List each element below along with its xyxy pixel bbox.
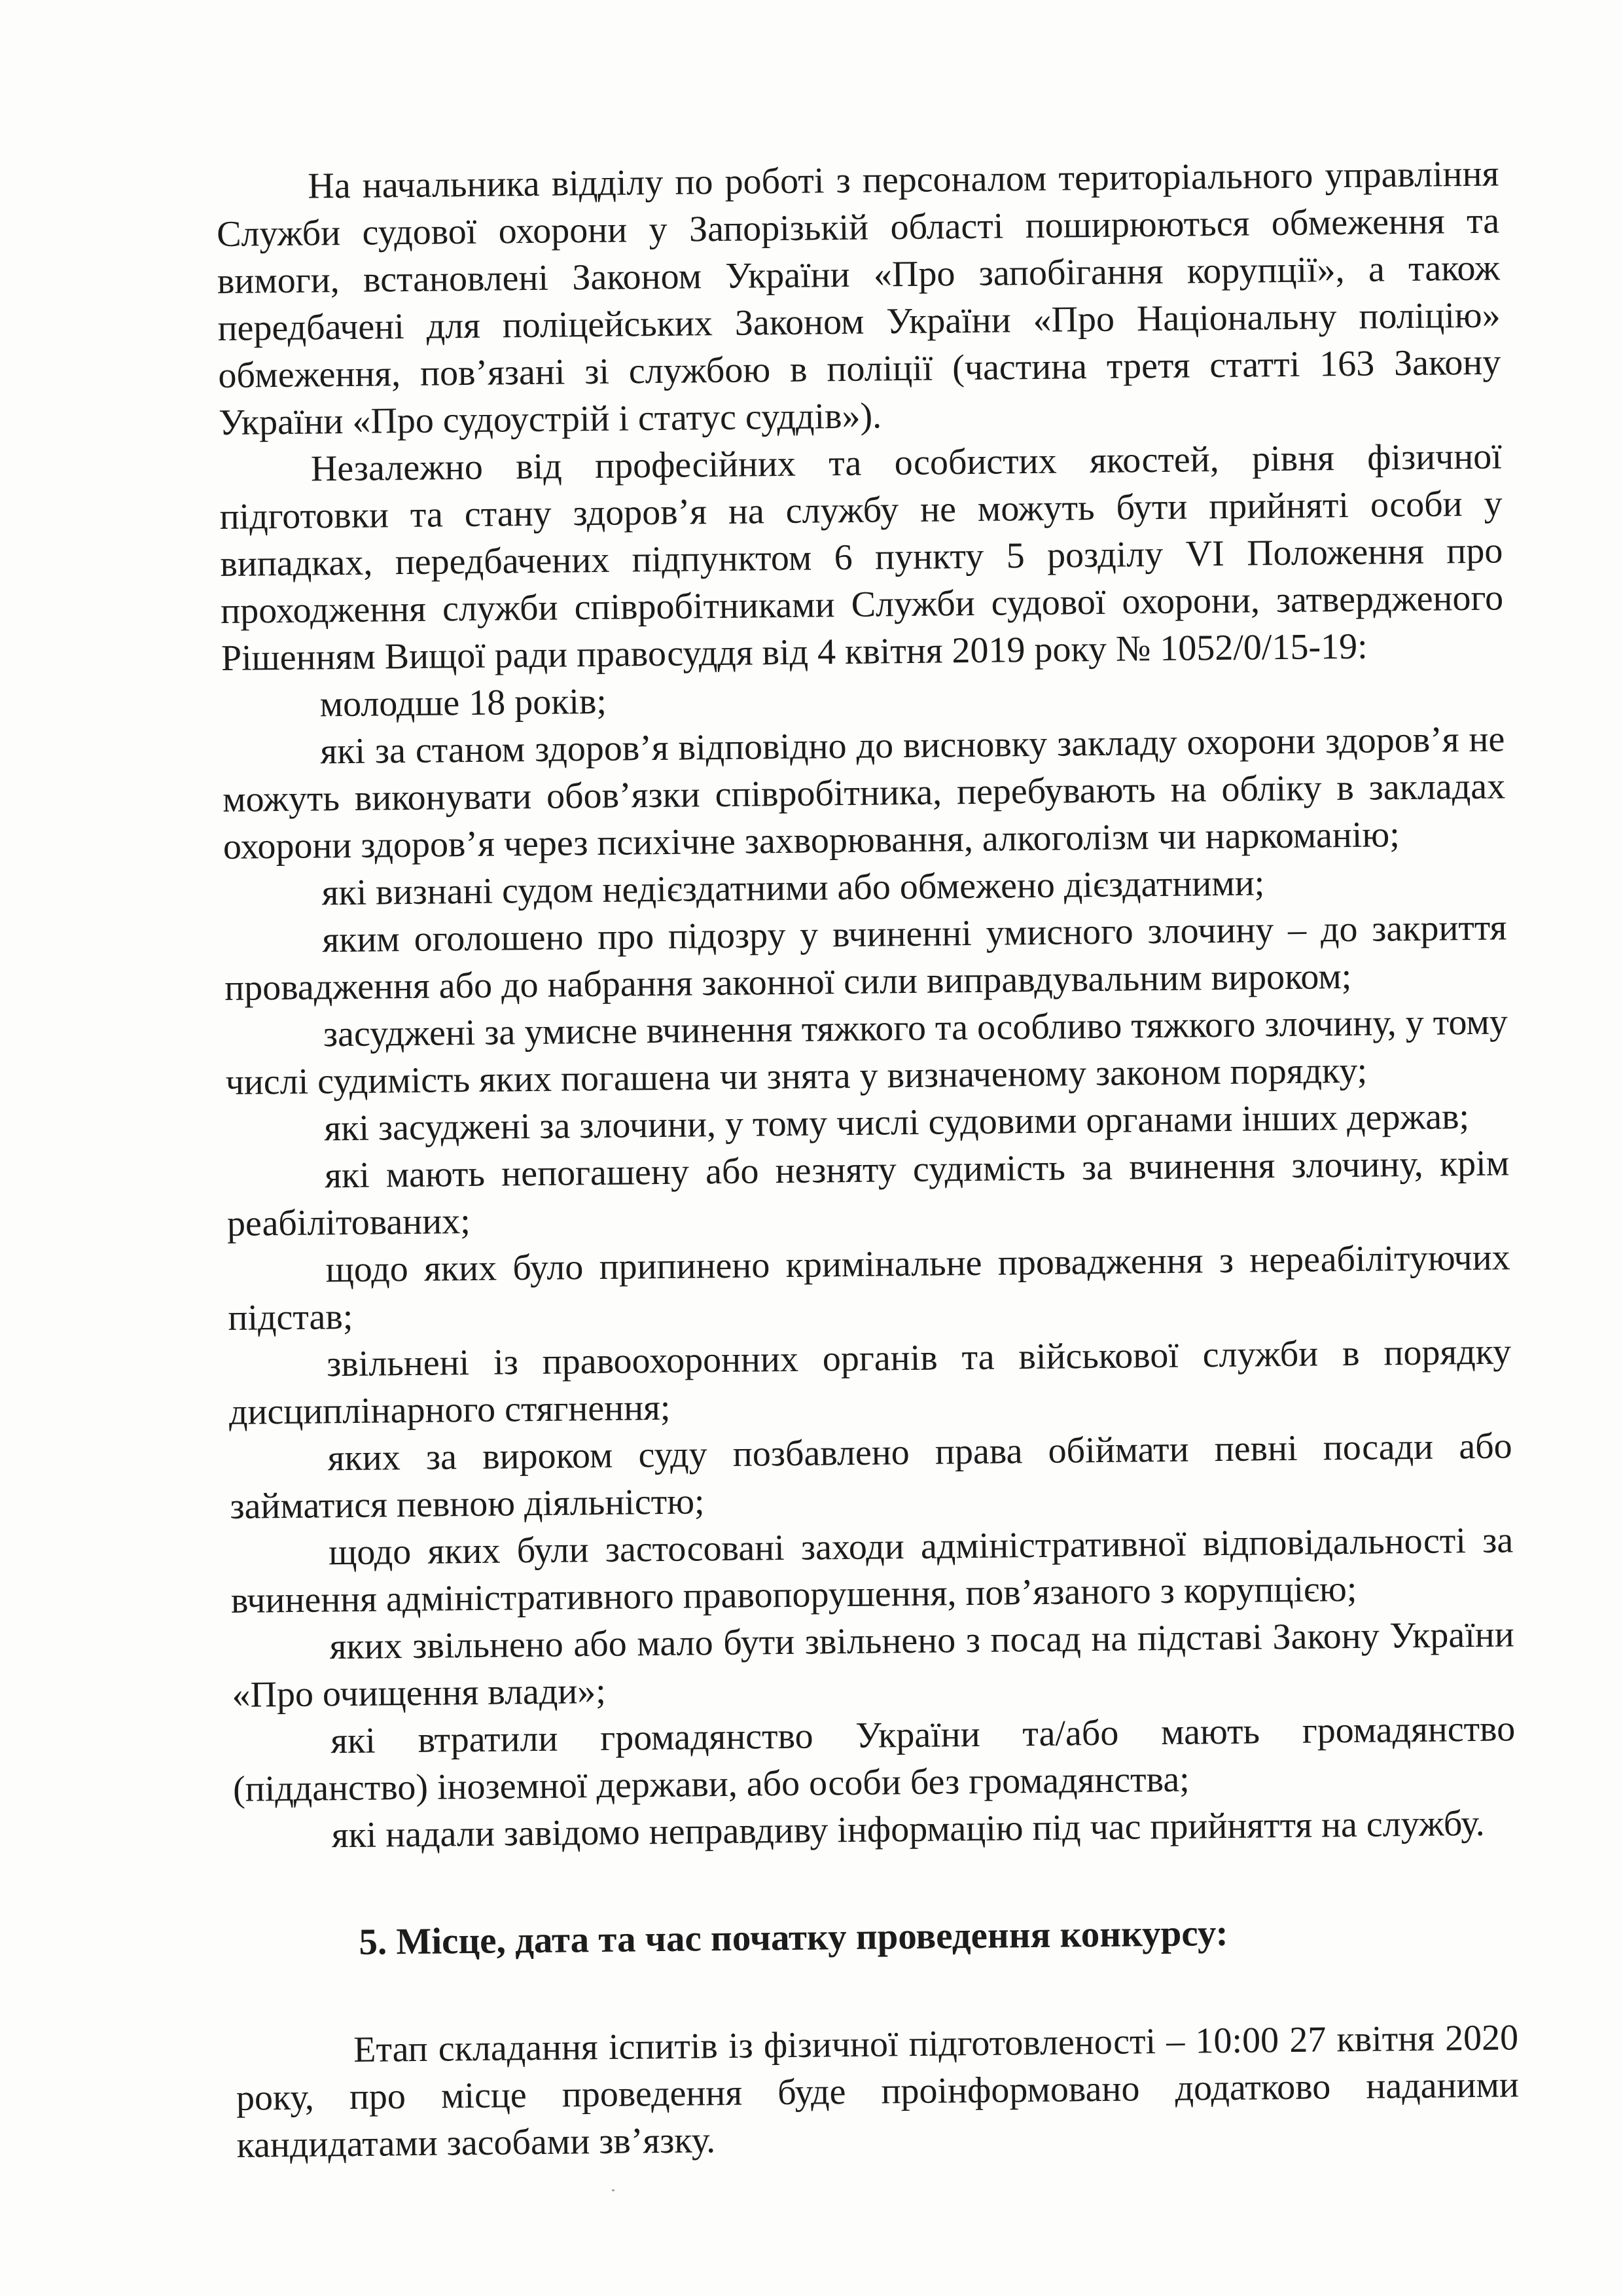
paragraph-ineligibility-intro: Незалежно від професійних та особистих якостей, рівня фізичної підготовки та стану здоров’я на службу не можуть бути прийняті особи у випадках, передбачених підпунктом 6 пункту 5 розділу VI Положення про проходження служби співробітниками Служби судової охорони, затвердженого Рішенням Вищої ради правосуддя від 4 квітня 2019 року № 1052/0/15-19: xyxy=(219,436,1504,679)
paragraph-restrictions: На начальника відділу по роботі з персоналом територіального управління Служби судової охорони у Запорізькій області поширюються обмеження та вимоги, встановлені Законом України «Про запобігання корупції», а також передбачені для поліцейських Законом України «Про Національну поліцію» обмеження, пов’язані зі службою в поліції (частина третя статті 163 Закону України «Про судоустрій і статус суддів»). xyxy=(216,153,1501,443)
list-item: які втратили громадянство України та/або мають громадянство (підданство) іноземної держави, або особи без громадянства; xyxy=(232,1708,1516,1810)
list-item: яких за вироком суду позбавлено права обіймати певні посади або займатися певною діяльністю; xyxy=(230,1426,1512,1527)
list-item: які засуджені за злочини, у тому числі судовими органами інших держав; xyxy=(324,1096,1470,1149)
list-item: які за станом здоров’я відповідно до висновку закладу охорони здоров’я не можуть виконувати обов’язки співробітника, перебувають на обліку в закладах охорони здоров’я через психічне захворювання, алкоголізм чи наркоманію; xyxy=(222,719,1506,867)
list-item: які надали завідомо неправдиву інформацію під час прийняття на службу. xyxy=(331,1803,1485,1856)
list-item: звільнені із правоохоронних органів та військової служби в порядку дисциплінарного стягнення; xyxy=(228,1331,1512,1433)
section-5-heading: 5. Місце, дата та час початку проведення конкурсу: xyxy=(359,1912,1228,1963)
section-5-text: Етап складання іспитів із фізичної підготовленості – 10:00 27 квітня 2020 року, про місце проведення буде проінформовано додатково наданими кандидатами засобами зв’язку. xyxy=(236,2017,1520,2166)
list-item: яких звільнено або мало бути звільнено з посад на підставі Закону України «Про очищення влади»; xyxy=(232,1614,1514,1715)
list-item: які визнані судом недієздатними або обмежено дієздатними; xyxy=(321,863,1265,914)
list-item: які мають непогашену або незняту судимість за вчинення злочину, крім реабілітованих; xyxy=(226,1143,1510,1244)
list-item: засуджені за умисне вчинення тяжкого та особливо тяжкого злочину, у тому числі судимість яких погашена чи знята у визначеному законом порядку; xyxy=(225,1001,1508,1103)
list-item: щодо яких були застосовані заходи адміністративної відповідальності за вчинення адміністративного правопорушення, пов’язаного з корупцією; xyxy=(230,1520,1514,1621)
list-item: яким оголошено про підозру у вчиненні умисного злочину – до закриття провадження або до набрання законної сили виправдувальним вироком; xyxy=(224,907,1507,1009)
document-body xyxy=(216,150,1520,2205)
scan-speck xyxy=(612,2189,615,2191)
list-item: молодше 18 років; xyxy=(319,681,607,725)
list-item: щодо яких було припинено кримінальне провадження з нереабілітуючих підстав; xyxy=(228,1237,1510,1338)
ineligibility-list xyxy=(221,668,1516,1859)
